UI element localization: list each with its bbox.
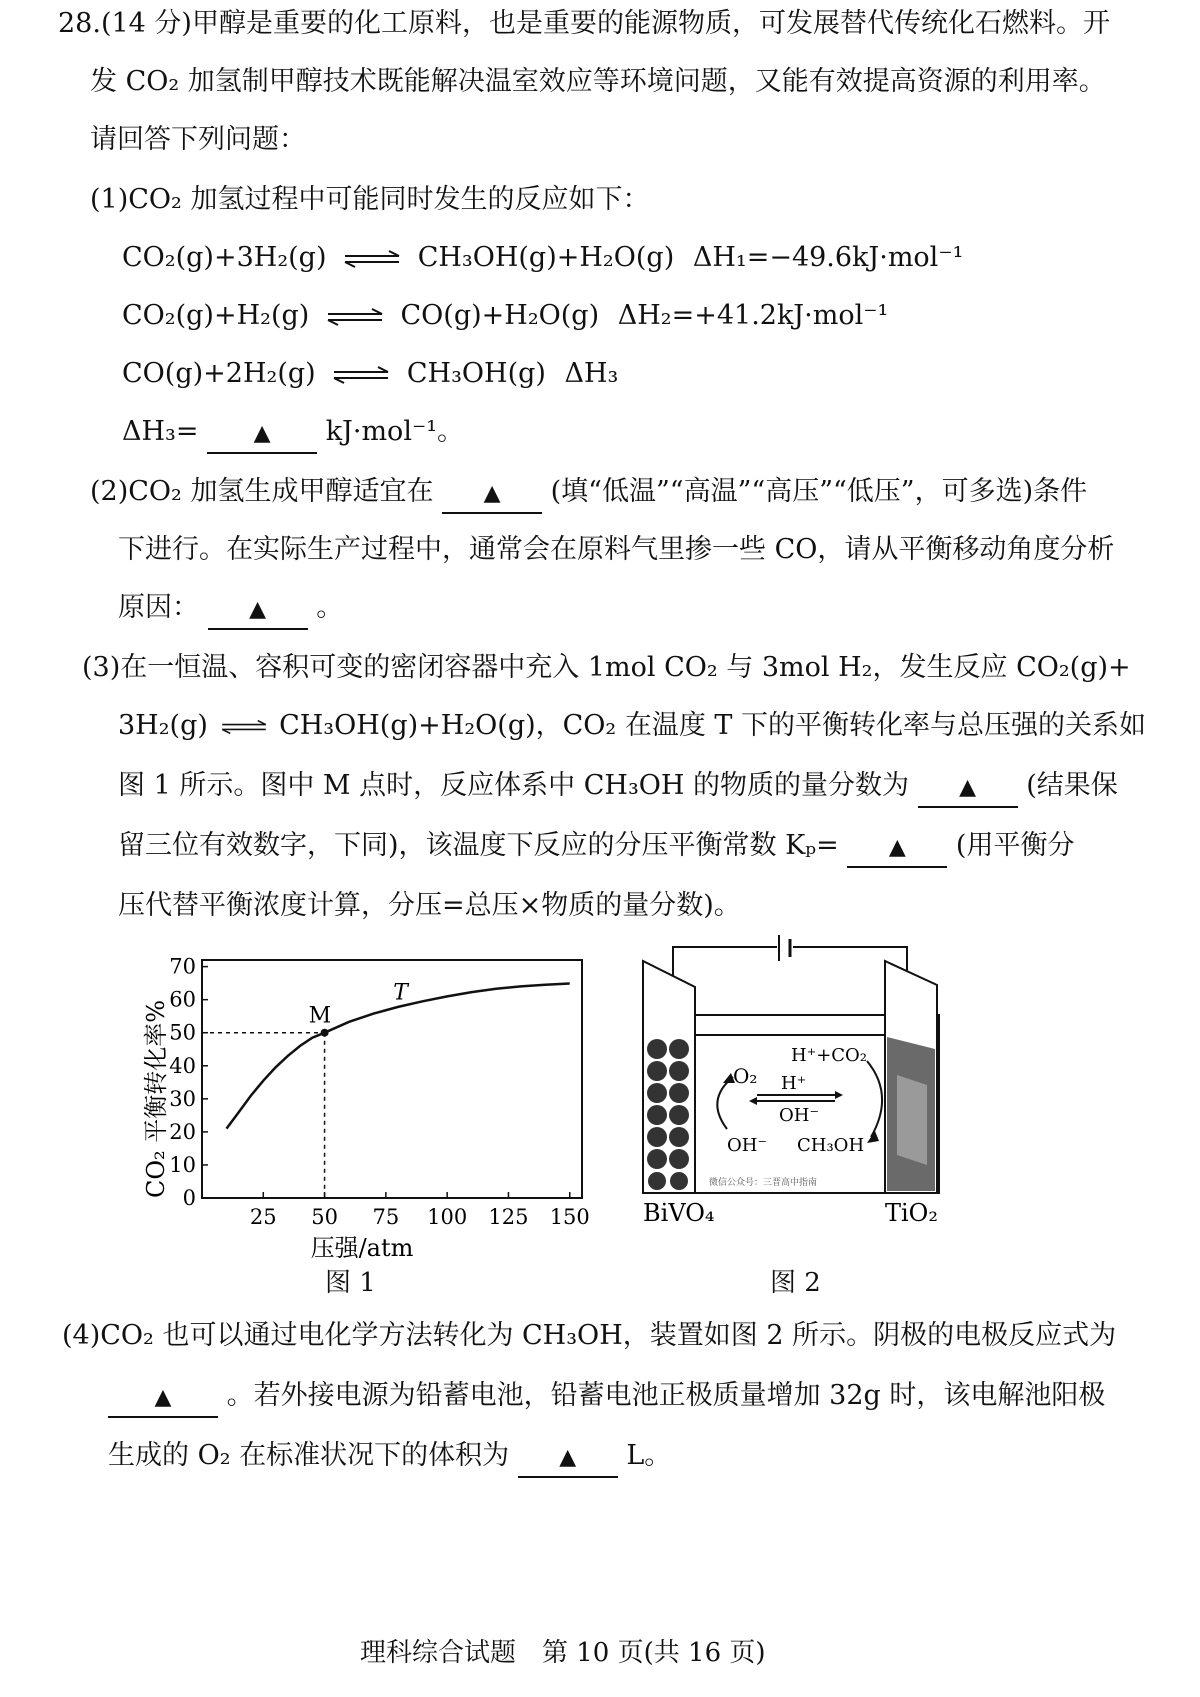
reaction-2 [122, 298, 888, 334]
y-tick-label: 30 [169, 1086, 196, 1111]
reaction-3-right: CH₃OH(g) [406, 358, 546, 389]
part4-line-3 [108, 1438, 671, 1478]
y-tick-label: 20 [169, 1119, 196, 1144]
part3-line-3 [118, 768, 1118, 808]
x-tick-label: 125 [488, 1205, 529, 1229]
x-tick-label: 75 [372, 1205, 400, 1229]
part2-reason-label: 原因： [118, 592, 199, 623]
curved-arrow-right-icon [867, 1061, 882, 1137]
part3-line-5: 压代替平衡浓度计算，分压=总压×物质的量分数)。 [118, 890, 741, 921]
x-tick-label: 50 [311, 1205, 338, 1229]
figure-2-caption: 图 2 [770, 1268, 821, 1298]
x-axis-label: 压强/atm [310, 1234, 414, 1262]
tio2-coating [897, 1075, 927, 1165]
m-point-label: M [308, 1003, 332, 1029]
part3-line-4-rest: (用平衡分 [955, 830, 1075, 861]
part3-line-4-text: 留三位有效数字，下同)，该温度下反应的分压平衡常数 Kₚ= [118, 830, 839, 861]
triangle-icon: ▲ [483, 481, 501, 506]
part4-line-1: (4)CO₂ 也可以通过电化学方法转化为 CH₃OH，装置如图 2 所示。阴极的电极反应式为 [62, 1320, 1117, 1351]
part4-line-2-rest: 。若外接电源为铅蓄电池，铅蓄电池正极质量增加 32g 时，该电解池阳极 [226, 1380, 1106, 1411]
reaction-2-right: CO(g)+H₂O(g) [400, 300, 600, 331]
reaction-2-left: CO₂(g)+H₂(g) [122, 300, 310, 331]
triangle-icon: ▲ [959, 775, 977, 800]
triangle-icon: ▲ [253, 421, 271, 446]
curved-arrow-left-icon [717, 1077, 733, 1129]
bivo4-label: BiVO₄ [643, 1199, 715, 1227]
o2-label: O₂ [733, 1064, 758, 1088]
equilibrium-arrow-icon [219, 717, 269, 737]
equilibrium-arrow-icon [324, 307, 386, 327]
m-point [321, 1029, 329, 1037]
triangle-icon: ▲ [888, 835, 906, 860]
chart-plot-frame [202, 960, 582, 1198]
answer-blank-5[interactable] [847, 828, 947, 868]
delta-h3-unit: kJ·mol⁻¹。 [325, 416, 465, 447]
x-tick-label: 25 [249, 1205, 277, 1229]
y-tick-label: 50 [169, 1020, 196, 1045]
oh-minus-left-label: OH⁻ [727, 1135, 767, 1156]
delta-h3-label: ΔH₃= [122, 416, 199, 447]
part1-question [122, 414, 464, 454]
reaction-3-left: CO(g)+2H₂(g) [122, 358, 316, 389]
part2-line-1-text: (2)CO₂ 加氢生成甲醇适宜在 [90, 476, 434, 507]
reaction-1-left: CO₂(g)+3H₂(g) [122, 242, 327, 273]
series-label-T: T [393, 980, 408, 1006]
part3-line-1: (3)在一恒温、容积可变的密闭容器中充入 1mol CO₂ 与 3mol H₂，发生反应 CO₂(g)+ [82, 652, 1131, 683]
arrowhead-icon [749, 1097, 757, 1105]
part2-line-2: 下进行。在实际生产过程中，通常会在原料气里掺一些 CO，请从平衡移动角度分析 [118, 534, 1115, 565]
reaction-1-right: CH₃OH(g)+H₂O(g) [417, 242, 675, 273]
y-tick-label: 10 [169, 1152, 196, 1177]
part4-unit: L。 [626, 1440, 672, 1471]
y-tick-label: 40 [169, 1053, 196, 1078]
y-tick-label: 70 [169, 954, 196, 979]
question-line-1: 28.(14 分)甲醇是重要的化工原料，也是重要的能源物质，可发展替代传统化石燃料。开 [58, 8, 1110, 39]
reaction-3-enthalpy: ΔH₃ [564, 358, 619, 389]
tio2-label: TiO₂ [885, 1199, 938, 1227]
part3-reactant: 3H₂(g) [118, 710, 208, 741]
answer-blank-3[interactable] [208, 590, 308, 630]
y-axis-label: CO₂ 平衡转化率% [142, 999, 170, 1198]
part2-period: 。 [316, 592, 344, 623]
x-tick-label: 100 [427, 1205, 468, 1229]
page-footer: 理科综合试题 第 10 页(共 16 页) [360, 1638, 766, 1668]
oh-minus-mid-label: OH⁻ [779, 1105, 819, 1126]
part3-line-3-text: 图 1 所示。图中 M 点时，反应体系中 CH₃OH 的物质的量分数为 [118, 770, 910, 801]
triangle-icon: ▲ [154, 1385, 172, 1410]
part1-intro: (1)CO₂ 加氢过程中可能同时发生的反应如下： [90, 184, 650, 215]
part3-line-3-rest: (结果保 [1026, 770, 1118, 801]
reaction-1-enthalpy: ΔH₁=−49.6kJ·mol⁻¹ [692, 242, 964, 273]
y-tick-label: 0 [182, 1186, 196, 1210]
ch3oh-label: CH₃OH [797, 1135, 865, 1156]
equilibrium-arrow-icon [341, 249, 403, 269]
question-line-2: 发 CO₂ 加氢制甲醇技术既能解决温室效应等环境问题，又能有效提高资源的利用率。 [90, 66, 1106, 97]
reaction-3 [122, 356, 618, 392]
equilibrium-arrow-icon [330, 365, 392, 385]
reaction-1 [122, 240, 963, 276]
answer-blank-7[interactable] [518, 1438, 618, 1478]
x-tick-label: 150 [549, 1205, 590, 1229]
reaction-2-enthalpy: ΔH₂=+41.2kJ·mol⁻¹ [617, 300, 889, 331]
answer-blank-2[interactable] [442, 474, 542, 514]
y-tick-label: 60 [169, 987, 196, 1012]
part2-line-3 [118, 590, 343, 630]
part2-line-1-rest: (填“低温”“高温”“高压”“低压”，可多选)条件 [550, 476, 1088, 507]
part4-line-2 [108, 1378, 1105, 1418]
answer-blank-6[interactable] [108, 1378, 218, 1418]
watermark-text: 微信公众号：三晋高中指南 [709, 1178, 818, 1188]
arrowhead-icon [835, 1091, 843, 1099]
conversion-chart [130, 940, 600, 1270]
h-co2-label: H⁺+CO₂ [791, 1045, 868, 1066]
part2-line-1 [90, 474, 1087, 514]
part3-line-4 [118, 828, 1074, 868]
h-plus-label: H⁺ [781, 1073, 807, 1094]
triangle-icon: ▲ [249, 597, 267, 622]
figure-1-caption: 图 1 [325, 1268, 376, 1298]
part4-line-3-text: 生成的 O₂ 在标准状况下的体积为 [108, 1440, 510, 1471]
part3-line-2 [118, 708, 1146, 744]
answer-blank-4[interactable] [918, 768, 1018, 808]
electrolysis-diagram [635, 925, 955, 1255]
triangle-icon: ▲ [559, 1445, 577, 1470]
answer-blank-1[interactable] [207, 414, 317, 454]
question-line-3: 请回答下列问题： [90, 124, 306, 155]
part3-line-2-rest: CH₃OH(g)+H₂O(g)，CO₂ 在温度 T 下的平衡转化率与总压强的关系如 [279, 710, 1147, 741]
